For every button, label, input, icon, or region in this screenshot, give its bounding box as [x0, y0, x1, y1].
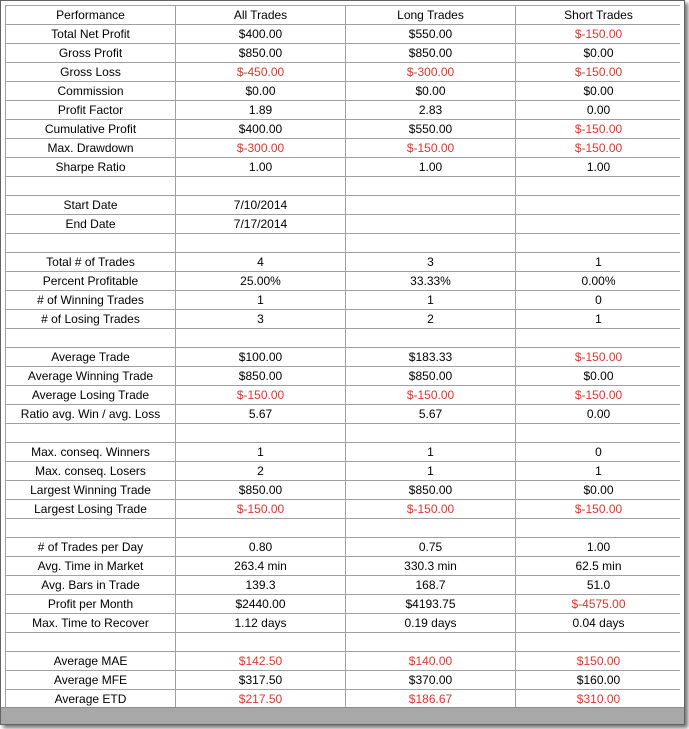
- row-label[interactable]: Gross Profit: [6, 44, 176, 63]
- cell-all-trades[interactable]: $400.00: [176, 120, 346, 139]
- row-label[interactable]: Cumulative Profit: [6, 120, 176, 139]
- cell-short-trades[interactable]: $0.00: [516, 367, 681, 386]
- cell-all-trades[interactable]: 139.3: [176, 576, 346, 595]
- cell-all-trades[interactable]: 4: [176, 253, 346, 272]
- cell-all-trades[interactable]: [176, 177, 346, 196]
- cell-long-trades[interactable]: $140.00: [346, 652, 516, 671]
- cell-short-trades[interactable]: $-150.00: [516, 120, 681, 139]
- cell-short-trades[interactable]: $-150.00: [516, 348, 681, 367]
- cell-long-trades[interactable]: 2.83: [346, 101, 516, 120]
- cell-long-trades[interactable]: 1.00: [346, 158, 516, 177]
- cell-long-trades[interactable]: $-300.00: [346, 63, 516, 82]
- row-label[interactable]: Average MFE: [6, 671, 176, 690]
- cell-all-trades[interactable]: 5.67: [176, 405, 346, 424]
- cell-long-trades[interactable]: [346, 424, 516, 443]
- cell-all-trades[interactable]: 1: [176, 291, 346, 310]
- table-row: [6, 310, 681, 329]
- cell-short-trades[interactable]: 1: [516, 253, 681, 272]
- cell-long-trades[interactable]: 0.75: [346, 538, 516, 557]
- column-header-short-trades[interactable]: Short Trades: [516, 6, 681, 25]
- cell-long-trades[interactable]: [346, 633, 516, 652]
- row-label[interactable]: Max. Time to Recover: [6, 614, 176, 633]
- table-row: [6, 367, 681, 386]
- cell-short-trades[interactable]: 62.5 min: [516, 557, 681, 576]
- row-label[interactable]: Average Winning Trade: [6, 367, 176, 386]
- column-header-all-trades[interactable]: All Trades: [176, 6, 346, 25]
- cell-all-trades[interactable]: $400.00: [176, 25, 346, 44]
- spacer-row: [6, 519, 681, 538]
- cell-long-trades[interactable]: [346, 177, 516, 196]
- cell-short-trades[interactable]: [516, 519, 681, 538]
- cell-all-trades[interactable]: $-150.00: [176, 500, 346, 519]
- column-header-long-trades[interactable]: Long Trades: [346, 6, 516, 25]
- table-row: [6, 405, 681, 424]
- cell-short-trades[interactable]: 1: [516, 462, 681, 481]
- cell-all-trades[interactable]: $317.50: [176, 671, 346, 690]
- cell-long-trades[interactable]: [346, 329, 516, 348]
- cell-all-trades[interactable]: $217.50: [176, 690, 346, 709]
- spacer-row: [6, 329, 681, 348]
- cell-short-trades[interactable]: 0.00: [516, 101, 681, 120]
- cell-long-trades[interactable]: 0.19 days: [346, 614, 516, 633]
- spacer-row: [6, 633, 681, 652]
- table-row: [6, 348, 681, 367]
- cell-short-trades[interactable]: 51.0: [516, 576, 681, 595]
- cell-short-trades[interactable]: $-150.00: [516, 63, 681, 82]
- row-label[interactable]: [6, 177, 176, 196]
- table-row: [6, 538, 681, 557]
- cell-all-trades[interactable]: 25.00%: [176, 272, 346, 291]
- row-label[interactable]: Average Losing Trade: [6, 386, 176, 405]
- table-row: [6, 690, 681, 709]
- row-label[interactable]: Largest Winning Trade: [6, 481, 176, 500]
- cell-short-trades[interactable]: $0.00: [516, 481, 681, 500]
- cell-short-trades[interactable]: $-150.00: [516, 25, 681, 44]
- cell-short-trades[interactable]: [516, 329, 681, 348]
- cell-all-trades[interactable]: 263.4 min: [176, 557, 346, 576]
- table-row: [6, 82, 681, 101]
- table-row: [6, 215, 681, 234]
- cell-short-trades[interactable]: 1.00: [516, 158, 681, 177]
- cell-short-trades[interactable]: 1: [516, 310, 681, 329]
- cell-long-trades[interactable]: $550.00: [346, 120, 516, 139]
- row-label[interactable]: Largest Losing Trade: [6, 500, 176, 519]
- cell-short-trades[interactable]: $150.00: [516, 652, 681, 671]
- cell-long-trades[interactable]: [346, 234, 516, 253]
- cell-all-trades[interactable]: [176, 519, 346, 538]
- row-label[interactable]: Max. conseq. Losers: [6, 462, 176, 481]
- cell-all-trades[interactable]: $100.00: [176, 348, 346, 367]
- cell-long-trades[interactable]: $0.00: [346, 82, 516, 101]
- row-label[interactable]: Gross Loss: [6, 63, 176, 82]
- cell-short-trades[interactable]: 0.00%: [516, 272, 681, 291]
- table-row: [6, 576, 681, 595]
- cell-long-trades[interactable]: 3: [346, 253, 516, 272]
- performance-grid: [5, 5, 680, 708]
- cell-short-trades[interactable]: [516, 177, 681, 196]
- status-bar: [1, 707, 684, 724]
- row-label[interactable]: # of Winning Trades: [6, 291, 176, 310]
- cell-short-trades[interactable]: $160.00: [516, 671, 681, 690]
- cell-short-trades[interactable]: [516, 215, 681, 234]
- row-label[interactable]: Max. conseq. Winners: [6, 443, 176, 462]
- row-label[interactable]: [6, 234, 176, 253]
- cell-all-trades[interactable]: $850.00: [176, 367, 346, 386]
- row-label[interactable]: [6, 633, 176, 652]
- table-row: [6, 443, 681, 462]
- table-row: [6, 272, 681, 291]
- spacer-row: [6, 234, 681, 253]
- cell-long-trades[interactable]: $370.00: [346, 671, 516, 690]
- row-label[interactable]: Average MAE: [6, 652, 176, 671]
- cell-long-trades[interactable]: $-150.00: [346, 139, 516, 158]
- cell-long-trades[interactable]: 1: [346, 462, 516, 481]
- table-row: [6, 386, 681, 405]
- cell-long-trades[interactable]: 330.3 min: [346, 557, 516, 576]
- cell-all-trades[interactable]: 1.00: [176, 158, 346, 177]
- cell-long-trades[interactable]: [346, 196, 516, 215]
- grid-body: [6, 25, 681, 709]
- cell-short-trades[interactable]: 0: [516, 291, 681, 310]
- row-label[interactable]: [6, 424, 176, 443]
- performance-grid-container: [5, 5, 680, 708]
- cell-long-trades[interactable]: 5.67: [346, 405, 516, 424]
- cell-long-trades[interactable]: $-150.00: [346, 500, 516, 519]
- cell-long-trades[interactable]: $183.33: [346, 348, 516, 367]
- header-row: [6, 6, 681, 25]
- row-label[interactable]: Total Net Profit: [6, 25, 176, 44]
- cell-all-trades[interactable]: 1.12 days: [176, 614, 346, 633]
- cell-all-trades[interactable]: 7/10/2014: [176, 196, 346, 215]
- cell-long-trades[interactable]: 1: [346, 443, 516, 462]
- cell-long-trades[interactable]: 168.7: [346, 576, 516, 595]
- row-label[interactable]: Avg. Bars in Trade: [6, 576, 176, 595]
- cell-long-trades[interactable]: 1: [346, 291, 516, 310]
- cell-short-trades[interactable]: $0.00: [516, 44, 681, 63]
- cell-long-trades[interactable]: $-150.00: [346, 386, 516, 405]
- row-label[interactable]: Average ETD: [6, 690, 176, 709]
- row-label[interactable]: Percent Profitable: [6, 272, 176, 291]
- cell-short-trades[interactable]: 0.00: [516, 405, 681, 424]
- cell-all-trades[interactable]: $-150.00: [176, 386, 346, 405]
- cell-long-trades[interactable]: [346, 519, 516, 538]
- cell-all-trades[interactable]: $142.50: [176, 652, 346, 671]
- row-label[interactable]: Max. Drawdown: [6, 139, 176, 158]
- table-row: [6, 44, 681, 63]
- cell-long-trades[interactable]: $186.67: [346, 690, 516, 709]
- row-label[interactable]: Profit Factor: [6, 101, 176, 120]
- cell-short-trades[interactable]: 0.04 days: [516, 614, 681, 633]
- cell-short-trades[interactable]: 1.00: [516, 538, 681, 557]
- cell-long-trades[interactable]: 2: [346, 310, 516, 329]
- row-label[interactable]: Total # of Trades: [6, 253, 176, 272]
- table-row: [6, 557, 681, 576]
- table-row: [6, 196, 681, 215]
- cell-long-trades[interactable]: $850.00: [346, 44, 516, 63]
- row-label[interactable]: Sharpe Ratio: [6, 158, 176, 177]
- cell-short-trades[interactable]: $-4575.00: [516, 595, 681, 614]
- table-row: [6, 595, 681, 614]
- cell-short-trades[interactable]: $-150.00: [516, 386, 681, 405]
- cell-all-trades[interactable]: $850.00: [176, 481, 346, 500]
- cell-all-trades[interactable]: [176, 633, 346, 652]
- cell-long-trades[interactable]: $550.00: [346, 25, 516, 44]
- cell-all-trades[interactable]: [176, 329, 346, 348]
- table-row: [6, 291, 681, 310]
- row-label[interactable]: End Date: [6, 215, 176, 234]
- cell-all-trades[interactable]: 1: [176, 443, 346, 462]
- cell-short-trades[interactable]: $-150.00: [516, 500, 681, 519]
- spacer-row: [6, 424, 681, 443]
- table-row: [6, 500, 681, 519]
- cell-all-trades[interactable]: 3: [176, 310, 346, 329]
- cell-short-trades[interactable]: $0.00: [516, 82, 681, 101]
- cell-all-trades[interactable]: 2: [176, 462, 346, 481]
- row-label[interactable]: Avg. Time in Market: [6, 557, 176, 576]
- cell-long-trades[interactable]: 33.33%: [346, 272, 516, 291]
- cell-all-trades[interactable]: [176, 234, 346, 253]
- row-label[interactable]: Commission: [6, 82, 176, 101]
- spacer-row: [6, 177, 681, 196]
- cell-all-trades[interactable]: $0.00: [176, 82, 346, 101]
- row-label[interactable]: Average Trade: [6, 348, 176, 367]
- table-row: [6, 25, 681, 44]
- cell-all-trades[interactable]: [176, 424, 346, 443]
- row-label[interactable]: # of Losing Trades: [6, 310, 176, 329]
- cell-all-trades[interactable]: $-300.00: [176, 139, 346, 158]
- cell-long-trades[interactable]: [346, 215, 516, 234]
- cell-long-trades[interactable]: $850.00: [346, 367, 516, 386]
- cell-long-trades[interactable]: $4193.75: [346, 595, 516, 614]
- row-label[interactable]: Ratio avg. Win / avg. Loss: [6, 405, 176, 424]
- cell-all-trades[interactable]: $-450.00: [176, 63, 346, 82]
- row-label[interactable]: # of Trades per Day: [6, 538, 176, 557]
- row-label[interactable]: Start Date: [6, 196, 176, 215]
- cell-all-trades[interactable]: 1.89: [176, 101, 346, 120]
- cell-short-trades[interactable]: [516, 633, 681, 652]
- table-row: [6, 481, 681, 500]
- row-label[interactable]: [6, 519, 176, 538]
- cell-short-trades[interactable]: 0: [516, 443, 681, 462]
- cell-all-trades[interactable]: $2440.00: [176, 595, 346, 614]
- cell-short-trades[interactable]: [516, 424, 681, 443]
- cell-short-trades[interactable]: $310.00: [516, 690, 681, 709]
- table-row: [6, 158, 681, 177]
- row-label[interactable]: [6, 329, 176, 348]
- table-row: [6, 120, 681, 139]
- table-row: [6, 101, 681, 120]
- cell-all-trades[interactable]: 0.80: [176, 538, 346, 557]
- table-row: [6, 139, 681, 158]
- table-row: [6, 63, 681, 82]
- table-row: [6, 614, 681, 633]
- cell-short-trades[interactable]: [516, 234, 681, 253]
- cell-short-trades[interactable]: [516, 196, 681, 215]
- cell-all-trades[interactable]: 7/17/2014: [176, 215, 346, 234]
- column-header-performance[interactable]: Performance: [6, 6, 176, 25]
- table-row: [6, 652, 681, 671]
- cell-all-trades[interactable]: $850.00: [176, 44, 346, 63]
- row-label[interactable]: Profit per Month: [6, 595, 176, 614]
- cell-long-trades[interactable]: $850.00: [346, 481, 516, 500]
- table-row: [6, 462, 681, 481]
- table-row: [6, 253, 681, 272]
- table-row: [6, 671, 681, 690]
- cell-short-trades[interactable]: $-150.00: [516, 139, 681, 158]
